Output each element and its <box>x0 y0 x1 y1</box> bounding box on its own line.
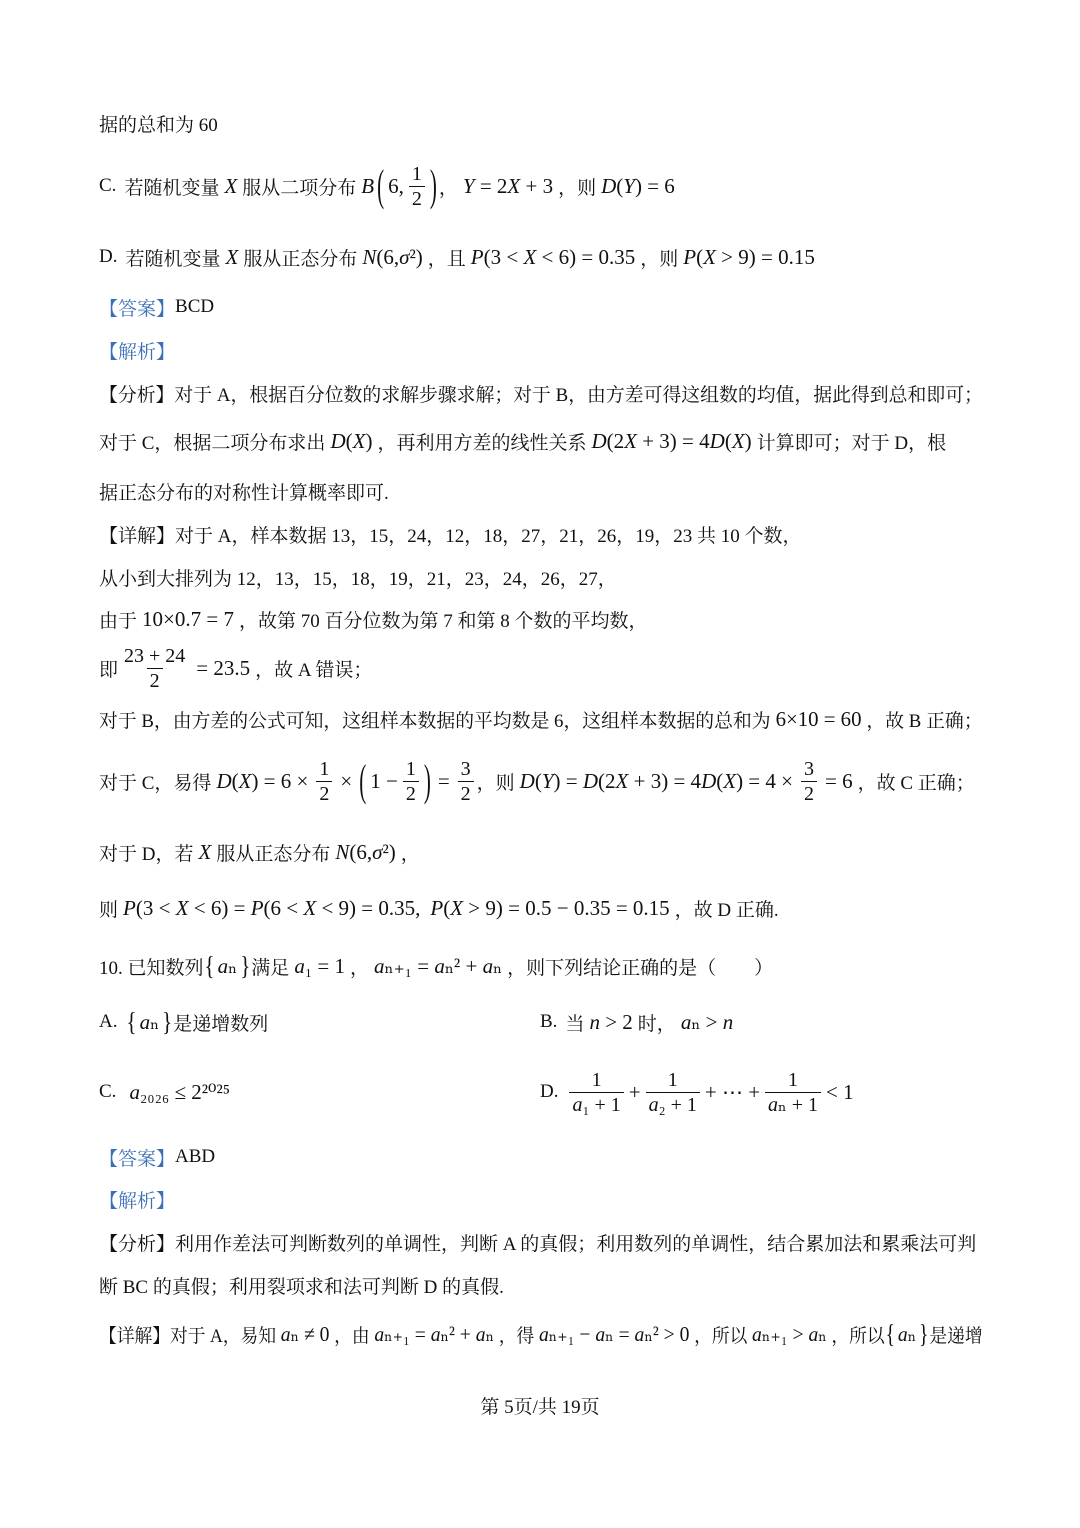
analysis-tag: 【解析】 <box>99 341 176 363</box>
math-expr: D(X) <box>330 428 373 453</box>
paren-right: ) <box>429 159 437 211</box>
text-run: 是递增数列 <box>173 1013 269 1035</box>
analysis-tag: 【解析】 <box>99 1190 176 1212</box>
q10-detail-line-1 <box>99 1314 983 1354</box>
reason-tag: 【分析】 <box>99 1233 176 1255</box>
fraction-denominator: 2 <box>458 781 474 806</box>
text-run: 对于 A，根据百分位数的求解步骤求解；对于 B，由方差可得这组数的均值，据此得到总和即可； <box>174 384 983 406</box>
math-expr: N(6,σ²) <box>335 839 396 864</box>
q10-answer <box>99 1137 215 1177</box>
q9-option-d <box>99 237 820 277</box>
page-number: 第 5页/共 19页 <box>480 1396 600 1418</box>
math-expr: P(X > 9) = 0.15 <box>683 244 815 269</box>
text-run: 对于 C，根据二项分布求出 <box>99 432 326 454</box>
math-expr: P(3 < X < 6) = 0.35 <box>470 244 636 269</box>
math-expr: aₙ₊₁ > aₙ <box>752 1321 827 1346</box>
option-label: A. <box>99 1011 118 1032</box>
text-run: 时， <box>637 1013 676 1035</box>
text-run: 由于 <box>99 610 138 632</box>
q9-answer <box>99 287 214 327</box>
fraction-numerator: 1 <box>405 757 416 780</box>
fraction <box>121 644 188 693</box>
text-run: ，故 D 正确. <box>674 899 779 921</box>
fraction-numerator: 23 + 24 <box>124 644 186 667</box>
math-expr: a₂₀₂₆ ≤ 2²⁰²⁵ <box>129 1079 231 1104</box>
question-text: ，则下列结论正确的是（ ） <box>507 957 774 979</box>
text-run: ，所以 <box>694 1325 748 1347</box>
detail-tag: 【详解】 <box>99 1325 171 1347</box>
math-expr: P(X > 9) = 0.5 − 0.35 = 0.15 <box>430 895 670 920</box>
text-run: ，再利用方差的线性关系 <box>377 432 587 454</box>
brace-right: } <box>240 950 251 981</box>
brace-right: } <box>162 1006 173 1037</box>
math-expr: + ⋯ + <box>704 1079 761 1104</box>
fraction <box>801 757 817 806</box>
option-label: D. <box>540 1081 559 1102</box>
text-run: 服从正态分布 <box>243 248 358 270</box>
reason-tag: 【分析】 <box>99 384 175 406</box>
brace-right: } <box>918 1318 929 1349</box>
text-run: 从小到大排列为 12，13，15，18，19，21，23，24，26，27， <box>99 568 617 590</box>
text-run: 据正态分布的对称性计算概率即可. <box>99 482 389 504</box>
math-expr: < 1 <box>825 1079 854 1104</box>
math-expr: D(X) = 6 × <box>216 768 309 793</box>
text-run: ，由 <box>334 1325 370 1347</box>
math-expr: 1 − <box>370 768 398 793</box>
text-run: 则 <box>99 899 119 921</box>
text-run: 对于 A，样本数据 13，15，24，12，18，27，21，26，19，23 共 10 个数， <box>175 525 802 547</box>
fraction-numerator: 3 <box>804 757 814 780</box>
q10-analysis-heading <box>99 1179 175 1219</box>
math-expr: aₙ > n <box>680 1009 734 1034</box>
text-run: 断 BC 的真假；利用裂项求和法可判断 D 的真假. <box>99 1276 504 1298</box>
text-run: ，则 <box>476 772 515 794</box>
math-expr: X <box>198 839 212 864</box>
q10-stem <box>99 946 773 986</box>
q10-option-c <box>99 1060 235 1124</box>
fraction <box>765 1068 821 1117</box>
math-expr: aₙ₊₁ = aₙ² + aₙ <box>374 1321 495 1346</box>
q10-option-b <box>540 1002 738 1042</box>
math-expr: X <box>225 244 239 269</box>
text-run: ，则 <box>640 248 679 270</box>
math-expr: n > 2 <box>589 1009 633 1034</box>
q10-option-a <box>99 1002 268 1042</box>
q10-reason-line-1 <box>99 1222 976 1262</box>
math-expr: aₙ₊₁ = aₙ² + aₙ <box>374 953 503 978</box>
math-expr: × <box>340 768 353 793</box>
text-run: 是递增 <box>929 1325 983 1347</box>
q10-reason-line-2 <box>99 1265 504 1305</box>
option-label: C. <box>99 175 117 196</box>
text-run: 据的总和为 60 <box>99 114 218 136</box>
q9-reason-line-2 <box>99 421 946 461</box>
question-text: ， <box>349 957 369 979</box>
text-run: 对于 D，若 <box>99 843 194 865</box>
math-expr: = 6 <box>825 768 853 793</box>
math-expr: + <box>628 1079 641 1104</box>
text-run: 对于 C，易得 <box>99 772 212 794</box>
text-run: ，且 <box>427 248 466 270</box>
q9-detail-line-4 <box>99 636 372 700</box>
text-run: ，故 A 错误； <box>255 659 373 681</box>
text-run: 对于 A，易知 <box>170 1325 277 1347</box>
answer-tag: 【答案】 <box>99 298 176 320</box>
text-run: 服从正态分布 <box>216 843 331 865</box>
math-expr: aₙ <box>897 1321 917 1346</box>
text-run: 对于 B，由方差的公式可知，这组样本数据的平均数是 6，这组样本数据的总和为 <box>99 710 771 732</box>
fraction <box>316 757 332 806</box>
q9-detail-line-8 <box>99 888 779 928</box>
fraction <box>569 1068 623 1117</box>
math-expr: aₙ <box>139 1009 160 1034</box>
text-run: 若随机变量 <box>125 248 221 270</box>
answer-tag: 【答案】 <box>99 1148 176 1170</box>
text-run: ，故 B 正确； <box>866 710 983 732</box>
text-run: ， <box>438 177 458 199</box>
fraction <box>409 162 425 211</box>
page-footer <box>0 1385 1080 1425</box>
q9-detail-line-7 <box>99 832 420 872</box>
text-run: 计算即可；对于 D，根 <box>756 432 947 454</box>
paren-right: ) <box>423 754 431 806</box>
math-expr: = 23.5 <box>196 655 251 680</box>
q9-option-b-tail <box>99 103 218 143</box>
fraction-denominator: 2 <box>403 781 419 806</box>
math-expr: X <box>224 173 238 198</box>
math-expr: aₙ <box>217 953 238 978</box>
fraction-numerator: 1 <box>667 1068 678 1091</box>
paren-left: ( <box>377 159 385 211</box>
paren-left: ( <box>359 754 367 806</box>
brace-left: { <box>885 1318 896 1349</box>
q9-option-c <box>99 154 680 218</box>
text-run: ，故第 70 百分位数为第 7 和第 8 个数的平均数， <box>238 610 648 632</box>
question-text: 10. 已知数列 <box>99 957 204 979</box>
fraction-numerator: 1 <box>319 757 330 780</box>
fraction <box>646 1068 700 1117</box>
q9-reason-line-1 <box>99 373 983 413</box>
math-expr: aₙ ≠ 0 <box>280 1321 330 1346</box>
brace-left: { <box>126 1006 137 1037</box>
math-expr: B <box>361 173 375 198</box>
fraction-numerator: 3 <box>460 757 471 780</box>
fraction-numerator: 1 <box>411 162 422 185</box>
fraction <box>403 757 419 806</box>
math-expr: Y = 2X + 3 <box>462 173 554 198</box>
text-run: ，得 <box>498 1325 535 1347</box>
text-run: 若随机变量 <box>124 177 220 199</box>
fraction-denominator: a₂ + 1 <box>646 1092 700 1117</box>
q9-analysis-heading <box>99 330 175 370</box>
option-label: D. <box>99 246 118 267</box>
q9-reason-line-3 <box>99 471 389 511</box>
fraction-denominator: 2 <box>801 781 817 806</box>
fraction <box>458 757 474 806</box>
fraction-numerator: 1 <box>788 1068 799 1091</box>
fraction-denominator: aₙ + 1 <box>765 1092 821 1117</box>
q9-detail-line-3 <box>99 599 647 639</box>
answer-value: BCD <box>175 296 215 317</box>
math-expr: 10×0.7 = 7 <box>142 606 234 631</box>
text-run: ， <box>400 843 420 865</box>
q9-detail-line-6 <box>99 749 975 813</box>
math-expr: aₙ₊₁ − aₙ = aₙ² > 0 <box>538 1321 690 1346</box>
fraction-denominator: a₁ + 1 <box>569 1092 623 1117</box>
fraction-denominator: 2 <box>316 781 332 806</box>
math-expr: 6×10 = 60 <box>775 706 862 731</box>
text-run: 利用作差法可判断数列的单调性，判断 A 的真假；利用数列的单调性，结合累加法和累乘法可判 <box>175 1233 977 1255</box>
math-expr: = <box>437 768 450 793</box>
q9-detail-line-5 <box>99 699 983 739</box>
fraction-denominator: 2 <box>409 186 425 211</box>
answer-value: ABD <box>175 1146 216 1167</box>
math-expr: 6, <box>388 173 404 198</box>
math-expr: D(Y) = 6 <box>601 173 675 198</box>
text-run: 服从二项分布 <box>242 177 357 199</box>
fraction-numerator: 1 <box>591 1068 602 1091</box>
math-expr: D(2X + 3) = 4D(X) <box>591 428 752 453</box>
math-expr: D(Y) = D(2X + 3) = 4D(X) = 4 × <box>519 768 793 793</box>
text-run: ，故 C 正确； <box>857 772 975 794</box>
text-run: ，则 <box>558 177 597 199</box>
option-label: C. <box>99 1081 117 1102</box>
detail-tag: 【详解】 <box>99 525 176 547</box>
math-expr: a₁ = 1 <box>294 953 345 978</box>
fraction-denominator: 2 <box>147 668 163 693</box>
brace-left: { <box>204 950 215 981</box>
q9-detail-line-2 <box>99 557 617 597</box>
q10-option-d <box>540 1060 856 1124</box>
q9-detail-line-1 <box>99 514 802 554</box>
question-text: 满足 <box>251 957 290 979</box>
text-run: 即 <box>99 659 119 681</box>
math-expr: P(3 < X < 6) = P(6 < X < 9) = 0.35, <box>123 895 421 920</box>
math-expr: N(6,σ²) <box>362 244 423 269</box>
option-label: B. <box>540 1011 558 1032</box>
text-run: ，所以 <box>831 1325 885 1347</box>
text-run: 当 <box>565 1013 585 1035</box>
